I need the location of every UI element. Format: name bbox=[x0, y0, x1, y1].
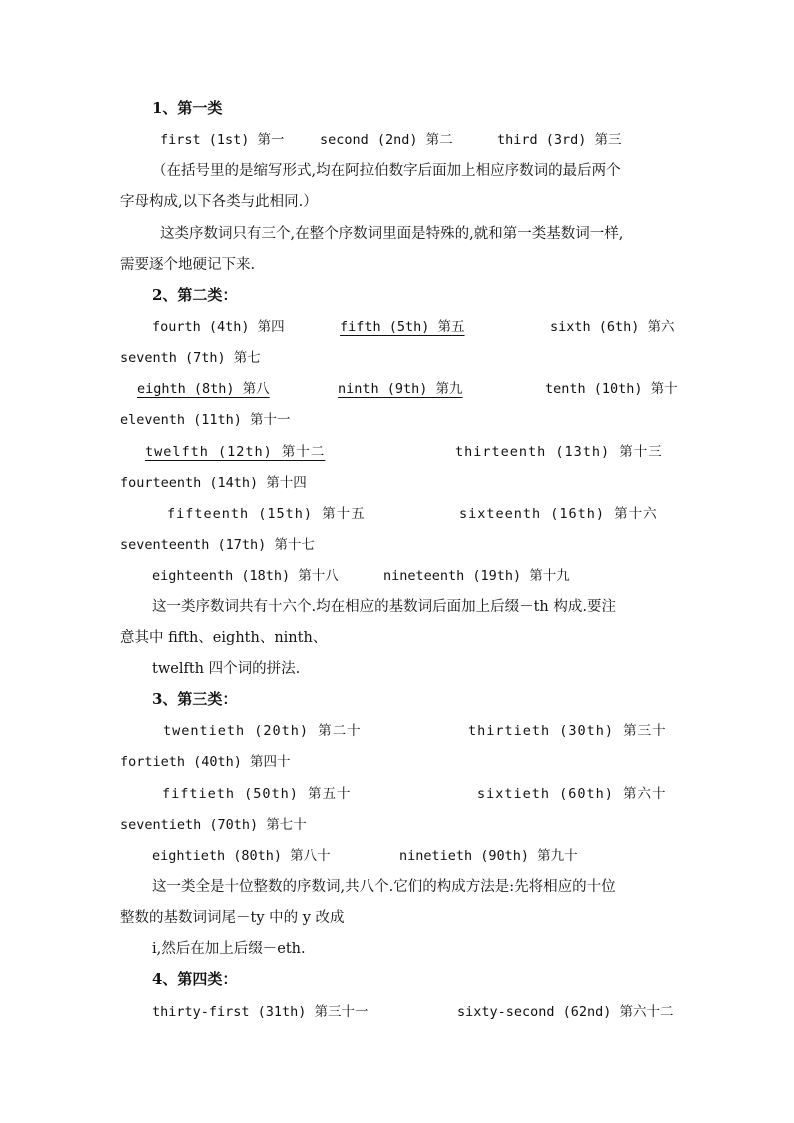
ordinal-fifteenth: fifteenth (15th) 第十五 bbox=[167, 506, 366, 522]
section-2-desc-line-2: 意其中 fifth、eighth、ninth、 bbox=[120, 630, 328, 646]
ordinal-sixteenth: sixteenth (16th) 第十六 bbox=[459, 506, 658, 522]
section-3-desc-line-1: 这一类全是十位整数的序数词,共八个.它们的构成方法是:先将相应的十位 bbox=[152, 879, 616, 895]
ordinal-fifth: fifth (5th) 第五 bbox=[340, 319, 465, 335]
ordinal-fiftieth: fiftieth (50th) 第五十 bbox=[162, 786, 352, 802]
ordinal-eighteenth: eighteenth (18th) 第十八 bbox=[152, 568, 339, 584]
section-2-heading: 2、第二类： bbox=[152, 286, 238, 304]
section-1-heading: 1、第一类 bbox=[152, 99, 223, 117]
ordinal-seventh: seventh (7th) 第七 bbox=[120, 350, 261, 366]
ordinal-fourth: fourth (4th) 第四 bbox=[152, 319, 285, 335]
section-2-desc-line-3: twelfth 四个词的拼法. bbox=[152, 661, 301, 677]
section-3-heading: 3、第三类： bbox=[152, 690, 238, 708]
ordinal-thirtieth: thirtieth (30th) 第三十 bbox=[468, 723, 667, 739]
ordinal-thirty-first: thirty-first (31th) 第三十一 bbox=[152, 1004, 369, 1020]
section-1-note-line-2: 字母构成,以下各类与此相同.） bbox=[120, 194, 318, 210]
ordinal-sixth: sixth (6th) 第六 bbox=[550, 319, 675, 335]
section-4-heading: 4、第四类： bbox=[152, 970, 238, 988]
ordinal-eleventh: eleventh (11th) 第十一 bbox=[120, 412, 291, 428]
ordinal-third: third (3rd) 第三 bbox=[497, 132, 622, 148]
ordinal-sixtieth: sixtieth (60th) 第六十 bbox=[477, 786, 667, 802]
ordinal-fortieth: fortieth (40th) 第四十 bbox=[120, 754, 291, 770]
ordinal-eightieth: eightieth (80th) 第八十 bbox=[152, 848, 331, 864]
ordinal-fourteenth: fourteenth (14th) 第十四 bbox=[120, 475, 307, 491]
ordinal-first: first (1st) 第一 bbox=[160, 132, 285, 148]
ordinal-eighth: eighth (8th) 第八 bbox=[137, 381, 270, 397]
ordinal-twentieth: twentieth (20th) 第二十 bbox=[163, 723, 362, 739]
ordinal-thirteenth: thirteenth (13th) 第十三 bbox=[455, 444, 663, 460]
section-2-desc-line-1: 这一类序数词共有十六个.均在相应的基数词后面加上后缀－th 构成.要注 bbox=[152, 599, 616, 615]
section-1-note-line-1: （在括号里的是缩写形式,均在阿拉伯数字后面加上相应序数词的最后两个 bbox=[152, 163, 621, 179]
ordinal-seventieth: seventieth (70th) 第七十 bbox=[120, 817, 307, 833]
section-1-desc-line-2: 需要逐个地硬记下来. bbox=[120, 257, 256, 273]
ordinal-nineteenth: nineteenth (19th) 第十九 bbox=[383, 568, 570, 584]
section-1-desc-line-1: 这类序数词只有三个,在整个序数词里面是特殊的,就和第一类基数词一样, bbox=[160, 226, 624, 242]
ordinal-ninth: ninth (9th) 第九 bbox=[338, 381, 463, 397]
ordinal-ninetieth: ninetieth (90th) 第九十 bbox=[399, 848, 578, 864]
ordinal-tenth: tenth (10th) 第十 bbox=[545, 381, 678, 397]
ordinal-twelfth: twelfth (12th) 第十二 bbox=[145, 444, 326, 460]
section-3-desc-line-3: i,然后在加上后缀－eth. bbox=[152, 941, 306, 957]
ordinal-seventeenth: seventeenth (17th) 第十七 bbox=[120, 537, 315, 553]
section-3-desc-line-2: 整数的基数词词尾－ty 中的 y 改成 bbox=[120, 910, 345, 926]
ordinal-second: second (2nd) 第二 bbox=[320, 132, 453, 148]
ordinal-sixty-second: sixty-second (62nd) 第六十二 bbox=[457, 1004, 674, 1020]
